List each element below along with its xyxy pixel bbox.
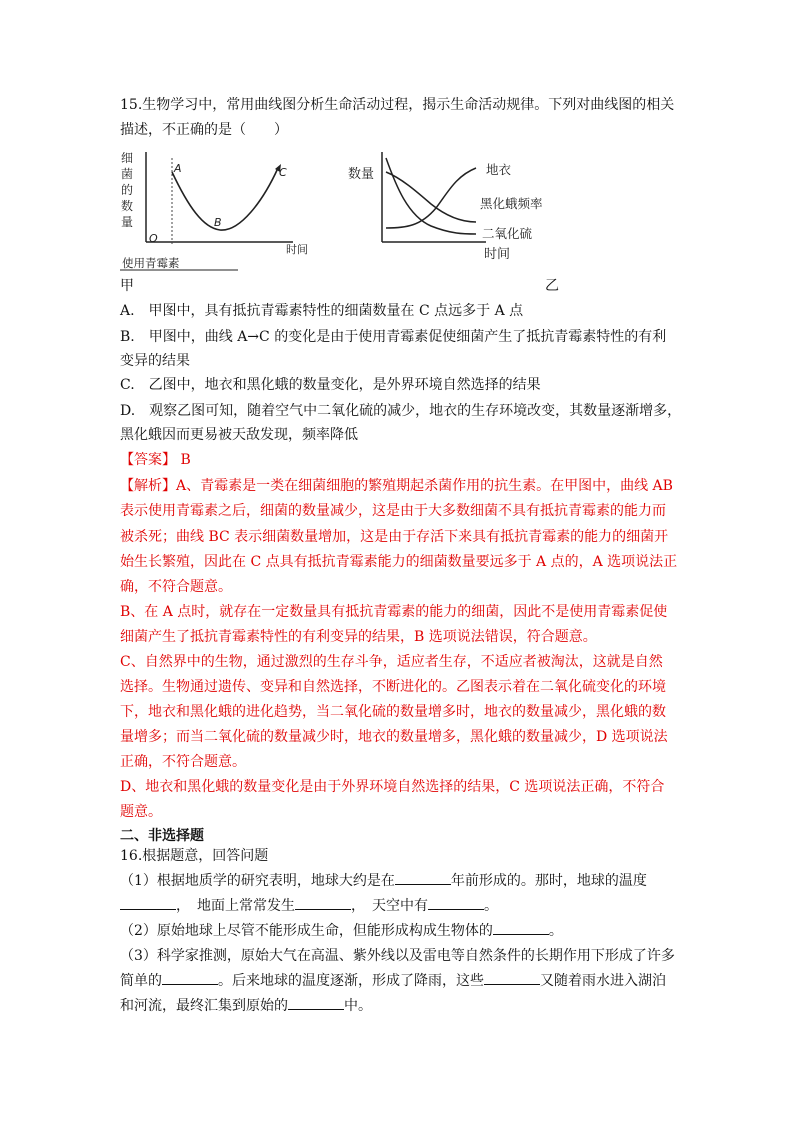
q16-p1-line1: [120, 870, 647, 892]
answer-line: [120, 449, 191, 471]
q16-p3-line3: [120, 995, 372, 1017]
fig-yi-caption: 乙: [545, 278, 559, 294]
fig-jia-ylabel-2: 的: [121, 183, 134, 197]
analysis-line-11: 正确，不符合题意。: [120, 754, 246, 770]
answer-value: B: [180, 452, 191, 468]
analysis-line-4: 确，不符合题意。: [120, 579, 232, 595]
fig-jia-event-label: 使用青霉素: [122, 256, 180, 270]
analysis-line-0: [120, 475, 673, 497]
q16-p3-text-b: 简单的: [120, 973, 162, 989]
fig-jia-point-c: C: [279, 166, 287, 179]
q16-p1-text-a: （1）根据地质学的研究表明，地球大约是在: [120, 873, 395, 889]
analysis-line-9: 下，地衣和黑化蛾的进化趋势，当二氧化硫的数量增多时，地衣的数量减少，黑化蛾的数: [120, 704, 666, 720]
fig-jia-ylabel-0: 细: [121, 151, 134, 165]
option-d-line1: D. 观察乙图可知，随着空气中二氧化硫的减少，地衣的生存环境改变，其数量逐渐增多，: [120, 403, 682, 419]
fig-yi-lichen-curve: [386, 168, 476, 228]
analysis-line-2: 被杀死；曲线 BC 表示细菌数量增加，这是由于存活下来具有抵抗青霉素的能力的细菌开: [120, 529, 669, 545]
q16-p1-text-e: 。: [484, 898, 498, 914]
fig-jia-curve: [172, 168, 278, 230]
fig-jia-xlabel: 时间: [286, 243, 308, 256]
q16-p1-text-c: ， 地面上常常发生: [176, 898, 295, 914]
figure-yi: [346, 146, 561, 272]
fig-jia-origin: O: [149, 232, 158, 245]
analysis-line-8: 选择。生物通过遗传、变异和自然选择，不断进化的。乙图表示着在二氧化硫变化的环境: [120, 679, 666, 695]
analysis-line-6: 细菌产生了抵抗青霉素特性的有利变异的结果，B 选项说法错误，符合题意。: [120, 629, 597, 645]
fig-yi-label-lichen: 地衣: [486, 162, 512, 177]
q16-p3-text-e: 和河流，最终汇集到原始的: [120, 998, 288, 1014]
q16-p1-text-b: 年前形成的。那时，地球的温度: [450, 873, 647, 889]
q15-stem-line1: 15.生物学习中，常用曲线图分析生命活动过程，揭示生命活动规律。下列对曲线图的相关: [120, 97, 675, 113]
q16-blank-5[interactable]: [493, 920, 549, 935]
analysis-text-0: A、青霉素是一类在细菌细胞的繁殖期起杀菌作用的抗生素。在甲图中，曲线 AB: [176, 478, 673, 494]
fig-jia-point-b: B: [214, 216, 222, 229]
analysis-line-1: 表示使用青霉素之后，细菌的数量减少，这是由于大多数细菌不具有抵抗青霉素的能力而: [120, 503, 666, 519]
q16-blank-3[interactable]: [295, 895, 351, 910]
fig-yi-label-moth: 黑化蛾频率: [480, 196, 543, 211]
q16-p3-line1: （3）科学家推测，原始大气在高温、紫外线以及雷电等自然条件的长期作用下形成了许多: [120, 948, 675, 964]
q16-blank-2[interactable]: [120, 895, 176, 910]
analysis-line-3: 始生长繁殖，因此在 C 点具有抵抗青霉素能力的细菌数量要远多于 A 点的，A 选项说法正: [120, 554, 678, 570]
q16-p2-text-a: （2）原始地球上尽管不能形成生命，但能形成构成生物体的: [120, 923, 493, 939]
q16-p1-text-d: ， 天空中有: [351, 898, 428, 914]
analysis-line-10: 量增多；而当二氧化硫的数量减少时，地衣的数量增多，黑化蛾的数量减少，D 选项说法: [120, 729, 668, 745]
q16-p2: [120, 920, 563, 942]
q16-blank-7[interactable]: [484, 970, 540, 985]
fig-jia-ylabel-1: 菌: [121, 167, 134, 181]
q16-blank-1[interactable]: [395, 870, 451, 885]
section-heading: 二、非选择题: [120, 828, 204, 844]
fig-yi-xlabel: 时间: [484, 247, 511, 262]
q16-p3-text-f: 中。: [344, 998, 372, 1014]
q16-p2-text-b: 。: [548, 923, 563, 939]
q16-p3-text-c: 。后来地球的温度逐渐，形成了降雨，这些: [218, 973, 484, 989]
fig-jia-ylabel-4: 量: [121, 215, 134, 229]
analysis-line-7: C、自然界中的生物，通过激烈的生存斗争，适应者生存，不适应者被淘汰，这就是自然: [120, 654, 663, 670]
analysis-line-5: B、在 A 点时，就存在一定数量具有抵抗青霉素的能力的细菌，因此不是使用青霉素促使: [120, 604, 668, 620]
q16-p3-text-d: 又随着雨水进入湖泊: [540, 973, 666, 989]
q16-p3-line2: [120, 970, 666, 992]
fig-yi-moth-curve: [386, 172, 476, 222]
fig-yi-ylabel: 数量: [348, 167, 375, 182]
analysis-line-12: D、地衣和黑化蛾的数量变化是由于外界环境自然选择的结果，C 选项说法正确，不符合: [120, 779, 665, 795]
q15-stem-line2: 描述，不正确的是（ ）: [120, 122, 288, 138]
q16-p1-line2: [120, 895, 498, 917]
fig-yi-label-so2: 二氧化硫: [482, 226, 533, 241]
figure-jia: [118, 146, 333, 272]
option-c: C. 乙图中，地衣和黑化蛾的数量变化，是外界环境自然选择的结果: [120, 377, 541, 393]
fig-jia-caption: 甲: [120, 278, 134, 294]
answer-tag: 【答案】: [120, 452, 176, 468]
fig-yi-so2-curve: [386, 158, 476, 234]
analysis-tag: 【解析】: [120, 478, 176, 494]
option-b-line1: B. 甲图中，曲线 A→C 的变化是由于使用青霉素促使细菌产生了抵抗青霉素特性的有利: [120, 329, 667, 345]
option-d-line2: 黑化蛾因而更易被天敌发现，频率降低: [120, 427, 358, 443]
fig-jia-ylabel-3: 数: [121, 199, 134, 213]
q16-blank-6[interactable]: [162, 970, 218, 985]
analysis-line-13: 题意。: [120, 804, 162, 820]
q16-blank-8[interactable]: [288, 995, 344, 1010]
fig-jia-point-a: A: [174, 162, 182, 175]
option-b-line2: 变异的结果: [120, 353, 190, 369]
option-a: A. 甲图中，具有抵抗青霉素特性的细菌数量在 C 点远多于 A 点: [120, 303, 524, 319]
q16-blank-4[interactable]: [428, 895, 484, 910]
q16-stem: 16.根据题意，回答问题: [120, 848, 269, 864]
